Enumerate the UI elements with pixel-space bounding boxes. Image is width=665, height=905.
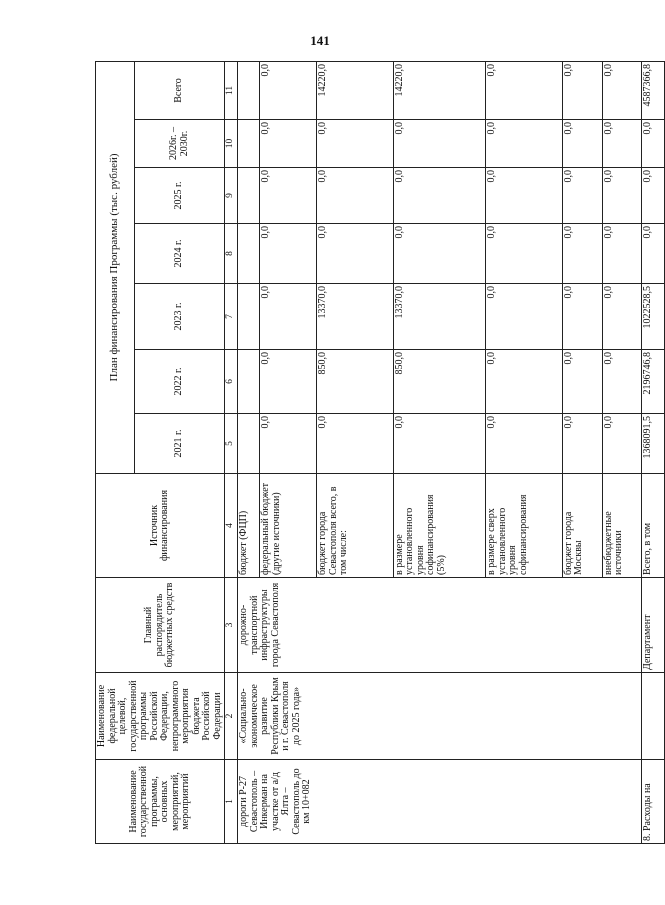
value-cell: 0,0 [642,120,665,168]
value-cell: 0,0 [562,414,602,474]
value-cell: 0,0 [602,350,642,414]
column-number: 11 [225,61,238,119]
header-plan: План финансирования Программы (тыс. рублей) [96,61,135,473]
value-cell: 0,0 [317,120,394,168]
value-cell: 0,0 [260,414,317,474]
value-cell [238,168,260,224]
value-cell: 850,0 [393,350,485,414]
value-cell: 0,0 [260,350,317,414]
value-cell: 14220,0 [317,61,394,119]
source-cell: бюджет (ФЦП) [238,474,260,578]
header-year: 2021 г. [135,414,225,474]
column-number: 1 [225,760,238,844]
source-cell: Всего, в том [642,474,665,578]
value-cell [238,120,260,168]
page-number: 141 [310,33,330,48]
source-cell: в размере сверх установленного уровня софинансирования [486,474,563,578]
value-cell [238,224,260,284]
value-cell: 0,0 [602,284,642,350]
value-cell: 0,0 [260,61,317,119]
value-cell: 0,0 [562,120,602,168]
value-cell: 13370,0 [317,284,394,350]
value-cell: 0,0 [602,224,642,284]
value-cell: 0,0 [486,224,563,284]
value-cell: 0,0 [486,284,563,350]
source-cell: бюджет города Москвы [562,474,602,578]
source-cell: внебюджетные источники [602,474,642,578]
header-year: 2022 г. [135,350,225,414]
header-total: Всего [135,61,225,119]
header-program: Наименование федеральной целевой, государственной программы Российской Федерации, непрограммного мероприятия бюджета Российской Федерации [96,673,225,760]
header-administrator: Главный распорядитель бюджетных средств [96,578,225,673]
financing-table [95,61,665,844]
value-cell: 0,0 [393,168,485,224]
value-cell: 0,0 [562,224,602,284]
header-year: 2024 г. [135,224,225,284]
header-year: 2023 г. [135,284,225,350]
value-cell: 0,0 [486,61,563,119]
value-cell: 0,0 [317,224,394,284]
value-cell: 0,0 [486,120,563,168]
rotated-table-area [95,62,654,844]
value-cell: 1368091,5 [642,414,665,474]
value-cell: 0,0 [260,224,317,284]
value-cell: 0,0 [602,61,642,119]
value-cell: 4587366,8 [642,61,665,119]
value-cell: 14220,0 [393,61,485,119]
value-cell: 0,0 [486,414,563,474]
column-number: 4 [225,474,238,578]
value-cell [238,284,260,350]
value-cell [238,350,260,414]
program-cell [642,673,665,760]
value-cell: 0,0 [393,224,485,284]
value-cell: 0,0 [393,414,485,474]
value-cell [238,61,260,119]
program-cell: «Социально-экономическое развитие Республики Крым и г. Севастополя до 2025 года» [238,673,642,760]
header-measure: Наименование государственной программы, основных мероприятий, мероприятий [96,760,225,844]
value-cell: 0,0 [562,168,602,224]
value-cell: 0,0 [602,120,642,168]
column-number: 2 [225,673,238,760]
value-cell: 0,0 [260,168,317,224]
source-cell: бюджет города Севастополя всего, в том числе: [317,474,394,578]
administrator-cell: Департамент [642,578,665,673]
value-cell: 0,0 [317,414,394,474]
column-number: 10 [225,120,238,168]
value-cell: 0,0 [602,414,642,474]
measure-cell: дороги Р-27 Севастополь – Инкерман на участке от а/д Ялта – Севастополь до км 10+082 [238,760,642,844]
header-year: 2026г. – 2030г. [135,120,225,168]
value-cell: 0,0 [317,168,394,224]
value-cell: 0,0 [562,350,602,414]
value-cell: 0,0 [562,61,602,119]
source-cell: федеральный бюджет (другие источники) [260,474,317,578]
value-cell: 0,0 [642,224,665,284]
value-cell: 0,0 [486,350,563,414]
value-cell: 0,0 [486,168,563,224]
value-cell [238,414,260,474]
column-number: 5 [225,414,238,474]
value-cell: 1022528,5 [642,284,665,350]
header-source: Источник финансирования [96,474,225,578]
administrator-cell: дорожно-транспортной инфраструктуры города Севастополя [238,578,642,673]
value-cell: 0,0 [562,284,602,350]
value-cell: 0,0 [260,284,317,350]
value-cell: 850,0 [317,350,394,414]
value-cell: 13370,0 [393,284,485,350]
value-cell: 0,0 [260,120,317,168]
header-year: 2025 г. [135,168,225,224]
value-cell: 0,0 [393,120,485,168]
value-cell: 2196746,8 [642,350,665,414]
column-number: 3 [225,578,238,673]
value-cell: 0,0 [642,168,665,224]
column-number: 7 [225,284,238,350]
value-cell: 0,0 [602,168,642,224]
column-number: 9 [225,168,238,224]
column-number: 6 [225,350,238,414]
source-cell: в размере установленного уровня софинансирования (5%) [393,474,485,578]
measure-cell: 8. Расходы на [642,760,665,844]
column-number: 8 [225,224,238,284]
